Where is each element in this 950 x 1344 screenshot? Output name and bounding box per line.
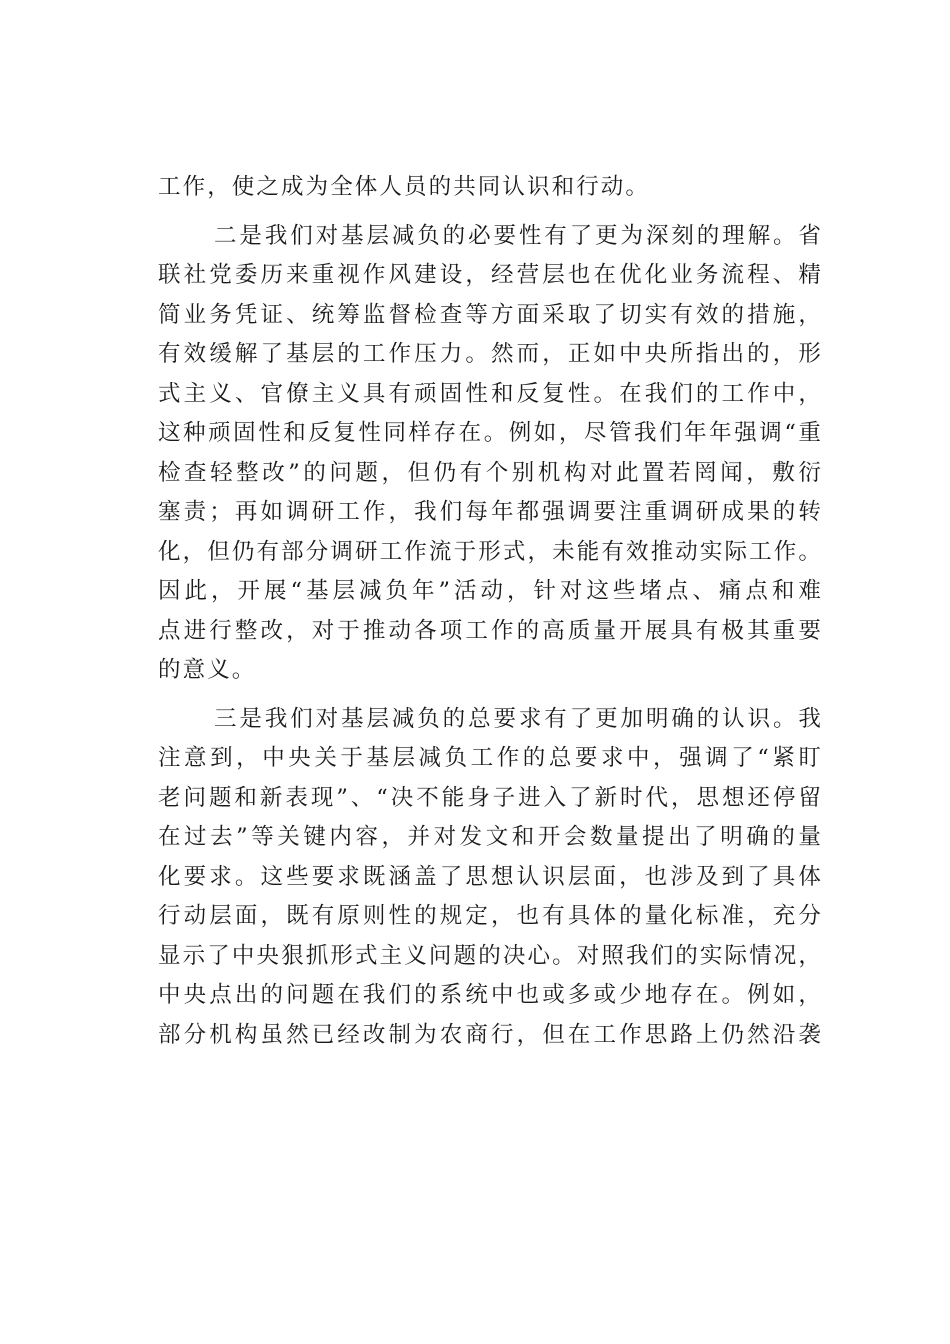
text-line: 在过去”等关键内容，并对发文和开会数量提出了明确的量	[158, 824, 823, 850]
paragraph-spacing	[158, 691, 823, 700]
text-line: 式主义、官僚主义具有顽固性和反复性。在我们的工作中，	[158, 380, 823, 407]
text-line: 老问题和新表现”、“决不能身子进入了新时代，思想还停留	[158, 784, 823, 811]
text-line: 检查轻整改”的问题，但仍有个别机构对此置若罔闻，敷衍	[158, 459, 823, 486]
text-line: 三是我们对基层减负的总要求有了更加明确的认识。我	[214, 705, 823, 732]
text-line: 中央点出的问题在我们的系统中也或多或少地存在。例如，	[158, 982, 823, 1008]
text-line: 化，但仍有部分调研工作流于形式，未能有效推动实际工作。	[158, 538, 823, 565]
text-line: 的意义。	[158, 657, 257, 683]
text-line: 注意到，中央关于基层减负工作的总要求中，强调了“紧盯	[158, 745, 823, 771]
text-line: 显示了中央狠抓形式主义问题的决心。对照我们的实际情况，	[158, 942, 823, 969]
text-line: 点进行整改，对于推动各项工作的高质量开展具有极其重要	[158, 617, 823, 644]
document-body	[158, 168, 823, 1055]
text-line: 简业务凭证、统筹监督检查等方面采取了切实有效的措施，	[158, 301, 823, 328]
text-line: 因此，开展“基层减负年”活动，针对这些堵点、痛点和难	[158, 578, 823, 604]
paragraph	[158, 700, 823, 1056]
text-line: 有效缓解了基层的工作压力。然而，正如中央所指出的，形	[158, 341, 823, 367]
text-line: 联社党委历来重视作风建设，经营层也在优化业务流程、精	[158, 262, 823, 288]
text-line: 二是我们对基层减负的必要性有了更为深刻的理解。省	[214, 222, 823, 249]
text-line: 部分机构虽然已经改制为农商行，但在工作思路上仍然沿袭	[158, 1021, 823, 1048]
paragraph	[158, 217, 823, 691]
text-line: 化要求。这些要求既涵盖了思想认识层面，也涉及到了具体	[158, 863, 823, 890]
paragraph-spacing	[158, 208, 823, 217]
text-line: 工作，使之成为全体人员的共同认识和行动。	[158, 174, 651, 200]
text-line: 这种顽固性和反复性同样存在。例如，尽管我们年年强调“重	[158, 420, 823, 446]
text-line: 行动层面，既有原则性的规定，也有具体的量化标准，充分	[158, 903, 823, 929]
text-line: 塞责；再如调研工作，我们每年都强调要注重调研成果的转	[158, 499, 823, 525]
paragraph	[158, 168, 823, 208]
